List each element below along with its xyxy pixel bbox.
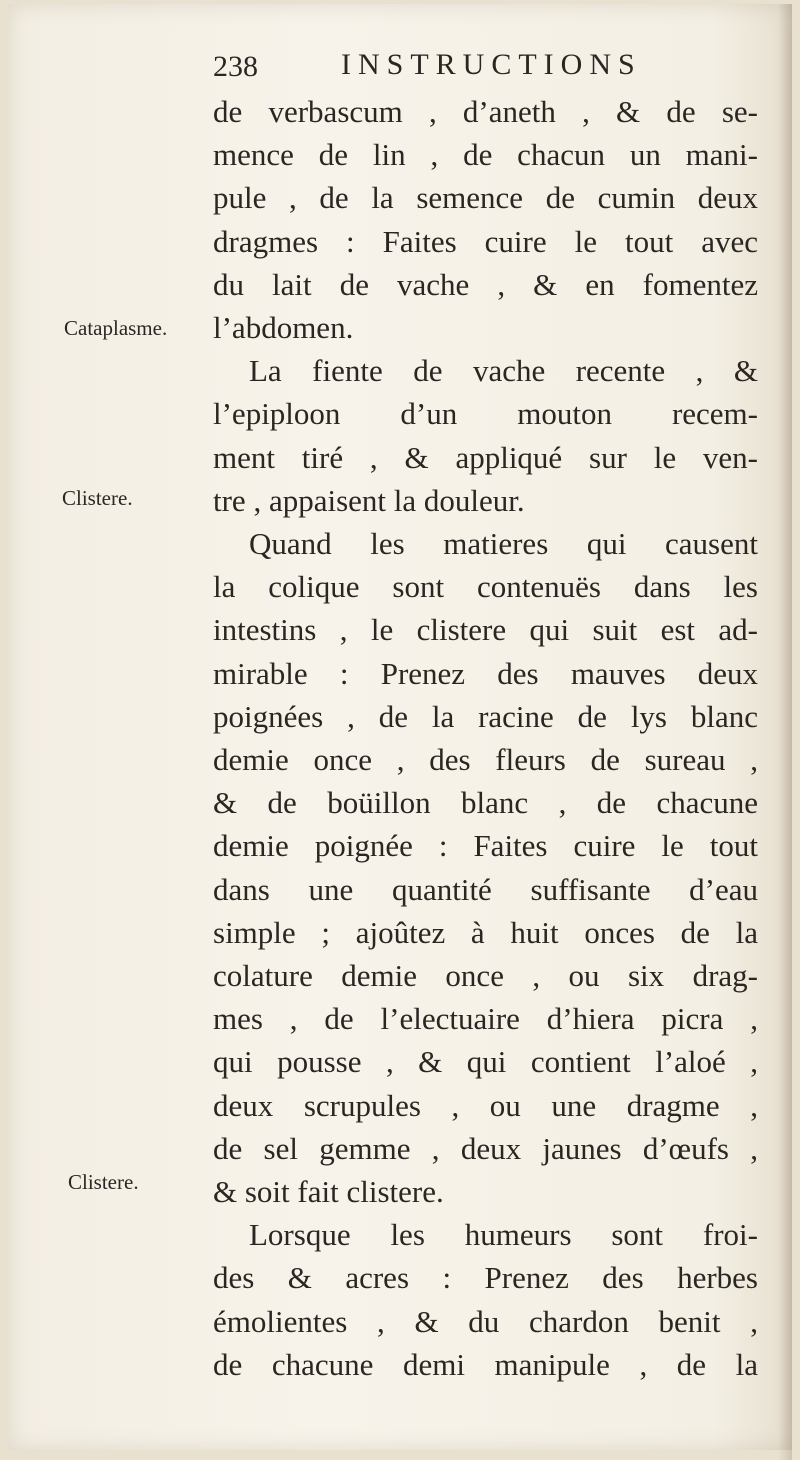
text-line: mirable : Prenez des mauves deux	[213, 655, 758, 691]
text-line: émolientes , & du chardon benit ,	[213, 1303, 758, 1339]
text-line: qui pousse , & qui contient l’aloé ,	[213, 1044, 758, 1080]
text-line: de chacune demi manipule , de la	[213, 1346, 758, 1382]
margin-note-clistere-2: Clistere.	[68, 1170, 139, 1194]
text-line: tre , appaisent la douleur.	[213, 482, 525, 518]
page-header	[213, 46, 773, 90]
text-line: des & acres : Prenez des herbes	[213, 1260, 758, 1296]
body-text	[213, 90, 758, 1386]
text-line: poignées , de la racine de lys blanc	[213, 698, 758, 734]
text-line: de verbascum , d’aneth , & de se-	[213, 94, 758, 129]
page-number: 238	[213, 50, 258, 83]
margin-note-cataplasme: Cataplasme.	[64, 316, 168, 340]
text-line: deux scrupules , ou une dragme ,	[213, 1087, 758, 1123]
text-line: colature demie once , ou six drag-	[213, 958, 758, 994]
text-line: mes , de l’electuaire d’hiera picra ,	[213, 1001, 758, 1037]
text-line: mence de lin , de chacun un mani-	[213, 137, 758, 173]
text-line: Quand les matieres qui causent	[249, 526, 758, 562]
margin-note-clistere-1: Clistere.	[62, 486, 133, 510]
text-line: de sel gemme , deux jaunes d’œufs ,	[213, 1130, 758, 1166]
text-line: & soit fait clistere.	[213, 1174, 444, 1210]
text-line: & de boüillon blanc , de chacune	[213, 785, 758, 821]
text-line: demie once , des fleurs de sureau ,	[213, 742, 758, 778]
text-line: la colique sont contenuës dans les	[213, 569, 758, 605]
running-title: INSTRUCTIONS	[341, 48, 642, 81]
text-line: dans une quantité suffisante d’eau	[213, 871, 758, 907]
text-line: du lait de vache , & en fomentez	[213, 266, 758, 302]
text-line: Lorsque les humeurs sont froi-	[249, 1217, 758, 1253]
text-line: l’abdomen.	[213, 310, 354, 346]
text-line: ment tiré , & appliqué sur le ven-	[213, 439, 758, 475]
text-line: l’epiploon d’un mouton recem-	[213, 396, 758, 432]
book-page	[8, 4, 792, 1450]
text-line: intestins , le clistere qui suit est ad-	[213, 612, 758, 648]
text-line: pule , de la semence de cumin deux	[213, 180, 758, 216]
text-line: La fiente de vache recente , &	[249, 353, 758, 389]
text-line: demie poignée : Faites cuire le tout	[213, 828, 758, 864]
text-line: simple ; ajoûtez à huit onces de la	[213, 914, 758, 950]
page-fold-shadow	[778, 4, 792, 1460]
text-line: dragmes : Faites cuire le tout avec	[213, 223, 758, 259]
